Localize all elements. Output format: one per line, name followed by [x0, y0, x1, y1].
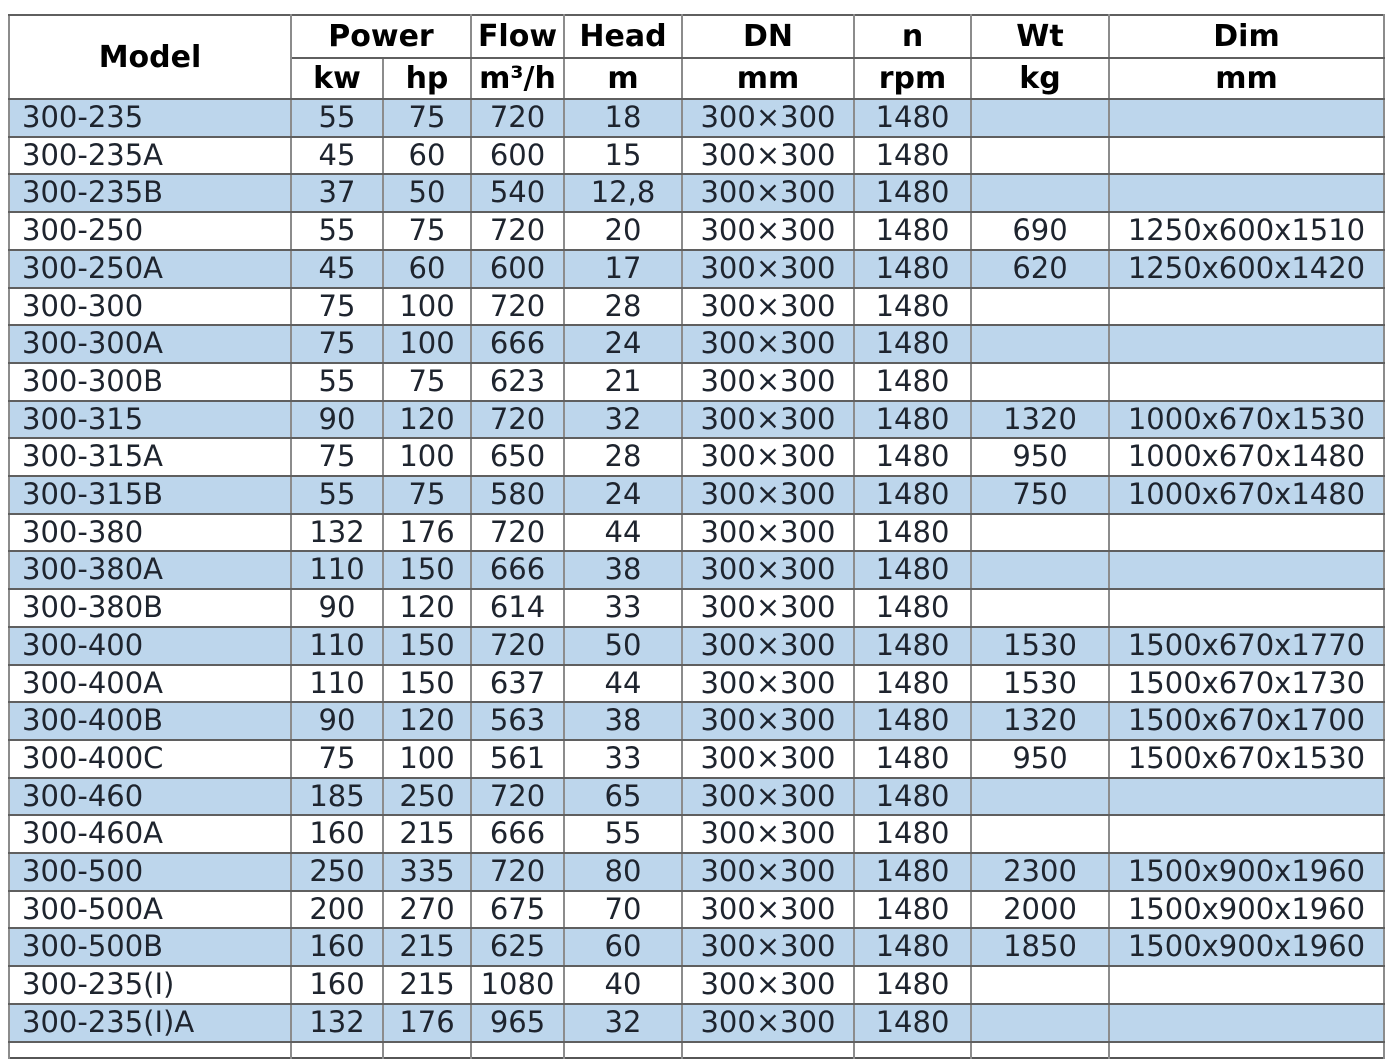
cell-kw: 200	[291, 891, 383, 929]
cell-kw: 55	[291, 363, 383, 401]
table-row	[9, 891, 1384, 929]
cell-hp: 250	[383, 778, 471, 816]
cell-n: 1480	[854, 891, 971, 929]
cell-wt: 2000	[971, 891, 1109, 929]
cell-dim: 1500x670x1770	[1109, 627, 1384, 665]
cell-model: 300-400	[9, 627, 291, 665]
header-unit-n: rpm	[854, 58, 971, 99]
header-dn: DN	[682, 15, 854, 58]
cell-n: 1480	[854, 325, 971, 363]
cell-dim: 1500x900x1960	[1109, 891, 1384, 929]
cell-hp: 50	[383, 174, 471, 212]
cell-hp: 120	[383, 589, 471, 627]
cell-model: 300-500A	[9, 891, 291, 929]
table-row	[9, 966, 1384, 1004]
cell-flow: 666	[471, 815, 564, 853]
table-row	[9, 212, 1384, 250]
cell-n: 1480	[854, 438, 971, 476]
cell-model: 300-235(I)A	[9, 1004, 291, 1042]
cell-kw-empty	[291, 1042, 383, 1058]
table-row	[9, 1004, 1384, 1042]
cell-wt	[971, 1004, 1109, 1042]
cell-head: 55	[564, 815, 682, 853]
table-row	[9, 363, 1384, 401]
cell-model: 300-315A	[9, 438, 291, 476]
cell-head: 12,8	[564, 174, 682, 212]
cell-dn: 300×300	[682, 250, 854, 288]
cell-wt: 690	[971, 212, 1109, 250]
cell-kw: 132	[291, 1004, 383, 1042]
table-row	[9, 325, 1384, 363]
cell-head: 60	[564, 928, 682, 966]
cell-hp: 270	[383, 891, 471, 929]
cell-wt: 2300	[971, 853, 1109, 891]
header-unit-dim: mm	[1109, 58, 1384, 99]
cell-wt	[971, 514, 1109, 552]
header-unit-head: m	[564, 58, 682, 99]
cell-head: 20	[564, 212, 682, 250]
cell-dn: 300×300	[682, 966, 854, 1004]
cell-dn: 300×300	[682, 551, 854, 589]
cell-model: 300-315	[9, 401, 291, 439]
cell-dim	[1109, 1004, 1384, 1042]
cell-model: 300-460A	[9, 815, 291, 853]
cell-wt: 620	[971, 250, 1109, 288]
header-model: Model	[9, 15, 291, 99]
cell-model: 300-315B	[9, 476, 291, 514]
cell-hp: 120	[383, 401, 471, 439]
cell-dim	[1109, 137, 1384, 175]
cell-model: 300-400A	[9, 665, 291, 703]
cell-head: 38	[564, 551, 682, 589]
cell-flow: 720	[471, 853, 564, 891]
cell-dim	[1109, 288, 1384, 326]
cell-dn: 300×300	[682, 438, 854, 476]
cell-dn: 300×300	[682, 928, 854, 966]
cell-head: 65	[564, 778, 682, 816]
cell-hp: 100	[383, 438, 471, 476]
cell-wt: 1850	[971, 928, 1109, 966]
cell-hp: 176	[383, 1004, 471, 1042]
cell-head: 15	[564, 137, 682, 175]
cell-dim	[1109, 363, 1384, 401]
cell-wt	[971, 966, 1109, 1004]
cell-kw: 55	[291, 99, 383, 137]
cell-hp: 75	[383, 99, 471, 137]
cell-model: 300-380A	[9, 551, 291, 589]
cell-head: 24	[564, 476, 682, 514]
cell-flow: 614	[471, 589, 564, 627]
cell-flow: 637	[471, 665, 564, 703]
cell-kw: 90	[291, 702, 383, 740]
cell-model: 300-460	[9, 778, 291, 816]
table-row	[9, 778, 1384, 816]
table-row	[9, 99, 1384, 137]
cell-head: 50	[564, 627, 682, 665]
cell-n: 1480	[854, 740, 971, 778]
cell-wt	[971, 551, 1109, 589]
cell-hp: 60	[383, 137, 471, 175]
table-header	[9, 15, 1384, 99]
cell-n: 1480	[854, 589, 971, 627]
cell-kw: 160	[291, 966, 383, 1004]
cell-hp: 75	[383, 363, 471, 401]
cell-head: 44	[564, 514, 682, 552]
cell-head: 17	[564, 250, 682, 288]
cell-model: 300-500B	[9, 928, 291, 966]
cell-wt	[971, 174, 1109, 212]
cell-n: 1480	[854, 928, 971, 966]
cell-model-empty	[9, 1042, 291, 1058]
cell-dn-empty	[682, 1042, 854, 1058]
header-unit-wt: kg	[971, 58, 1109, 99]
cell-hp: 150	[383, 665, 471, 703]
cell-n: 1480	[854, 212, 971, 250]
cell-n: 1480	[854, 250, 971, 288]
cell-hp: 75	[383, 212, 471, 250]
cell-wt-empty	[971, 1042, 1109, 1058]
cell-model: 300-235	[9, 99, 291, 137]
cell-n: 1480	[854, 99, 971, 137]
cell-dn: 300×300	[682, 589, 854, 627]
cell-dim: 1500x900x1960	[1109, 853, 1384, 891]
cell-kw: 110	[291, 627, 383, 665]
cell-n: 1480	[854, 288, 971, 326]
cell-model: 300-380	[9, 514, 291, 552]
table-row	[9, 401, 1384, 439]
cell-hp: 335	[383, 853, 471, 891]
pump-spec-table-container	[8, 14, 1385, 1059]
cell-kw: 110	[291, 665, 383, 703]
cell-flow: 1080	[471, 966, 564, 1004]
cell-model: 300-400C	[9, 740, 291, 778]
cell-hp: 150	[383, 627, 471, 665]
cell-n: 1480	[854, 815, 971, 853]
cell-kw: 160	[291, 928, 383, 966]
cell-flow: 720	[471, 99, 564, 137]
cell-head: 44	[564, 665, 682, 703]
cell-n-empty	[854, 1042, 971, 1058]
header-unit-dn: mm	[682, 58, 854, 99]
cell-dn: 300×300	[682, 627, 854, 665]
cell-hp: 215	[383, 966, 471, 1004]
table-row	[9, 815, 1384, 853]
cell-flow: 666	[471, 551, 564, 589]
cell-kw: 75	[291, 438, 383, 476]
cell-kw: 90	[291, 589, 383, 627]
cell-kw: 75	[291, 288, 383, 326]
table-row	[9, 589, 1384, 627]
cell-dn: 300×300	[682, 212, 854, 250]
header-row-labels	[9, 15, 1384, 58]
cell-dn: 300×300	[682, 665, 854, 703]
header-power: Power	[291, 15, 471, 58]
cell-flow: 561	[471, 740, 564, 778]
cell-n: 1480	[854, 174, 971, 212]
cell-flow: 650	[471, 438, 564, 476]
cell-n: 1480	[854, 363, 971, 401]
cell-kw: 132	[291, 514, 383, 552]
cell-flow: 720	[471, 627, 564, 665]
cell-head: 40	[564, 966, 682, 1004]
cell-dn: 300×300	[682, 853, 854, 891]
cell-n: 1480	[854, 966, 971, 1004]
table-row	[9, 514, 1384, 552]
cell-hp-empty	[383, 1042, 471, 1058]
cell-dn: 300×300	[682, 99, 854, 137]
table-row	[9, 665, 1384, 703]
table-row	[9, 702, 1384, 740]
cell-hp: 215	[383, 928, 471, 966]
cell-flow: 720	[471, 778, 564, 816]
cell-flow: 720	[471, 288, 564, 326]
cell-head: 80	[564, 853, 682, 891]
cell-dim: 1000x670x1480	[1109, 438, 1384, 476]
cell-kw: 160	[291, 815, 383, 853]
cell-flow: 580	[471, 476, 564, 514]
cell-head-empty	[564, 1042, 682, 1058]
cell-kw: 75	[291, 325, 383, 363]
cell-head: 38	[564, 702, 682, 740]
cell-kw: 45	[291, 137, 383, 175]
cell-model: 300-235A	[9, 137, 291, 175]
table-row	[9, 288, 1384, 326]
table-row	[9, 438, 1384, 476]
cell-flow: 600	[471, 250, 564, 288]
cell-kw: 55	[291, 212, 383, 250]
cell-dim	[1109, 551, 1384, 589]
cell-flow: 720	[471, 514, 564, 552]
cell-dim	[1109, 325, 1384, 363]
cell-dn: 300×300	[682, 137, 854, 175]
cell-dim: 1500x670x1730	[1109, 665, 1384, 703]
cell-dim	[1109, 778, 1384, 816]
table-row	[9, 174, 1384, 212]
cell-dn: 300×300	[682, 476, 854, 514]
cell-kw: 185	[291, 778, 383, 816]
cell-kw: 90	[291, 401, 383, 439]
cell-wt	[971, 325, 1109, 363]
cell-n: 1480	[854, 1004, 971, 1042]
cell-n: 1480	[854, 476, 971, 514]
cell-head: 70	[564, 891, 682, 929]
cell-wt: 1530	[971, 627, 1109, 665]
table-body	[9, 99, 1384, 1058]
cell-head: 33	[564, 740, 682, 778]
cell-head: 32	[564, 1004, 682, 1042]
table-row	[9, 250, 1384, 288]
cell-head: 21	[564, 363, 682, 401]
cell-model: 300-250A	[9, 250, 291, 288]
cell-dn: 300×300	[682, 1004, 854, 1042]
cell-model: 300-380B	[9, 589, 291, 627]
cell-hp: 100	[383, 325, 471, 363]
table-row	[9, 740, 1384, 778]
cell-wt: 950	[971, 740, 1109, 778]
cell-n: 1480	[854, 778, 971, 816]
cell-model: 300-500	[9, 853, 291, 891]
cell-dim	[1109, 99, 1384, 137]
cell-dn: 300×300	[682, 363, 854, 401]
cell-flow: 720	[471, 212, 564, 250]
table-row	[9, 551, 1384, 589]
cell-n: 1480	[854, 401, 971, 439]
cell-dim	[1109, 966, 1384, 1004]
cell-dim: 1250x600x1420	[1109, 250, 1384, 288]
table-row	[9, 627, 1384, 665]
header-wt: Wt	[971, 15, 1109, 58]
cell-flow: 623	[471, 363, 564, 401]
cell-dn: 300×300	[682, 325, 854, 363]
cell-dim: 1000x670x1530	[1109, 401, 1384, 439]
cell-dim: 1500x670x1530	[1109, 740, 1384, 778]
cell-flow: 600	[471, 137, 564, 175]
cell-head: 28	[564, 438, 682, 476]
cell-wt: 1320	[971, 401, 1109, 439]
cell-wt	[971, 778, 1109, 816]
cell-dn: 300×300	[682, 514, 854, 552]
header-head: Head	[564, 15, 682, 58]
cell-dn: 300×300	[682, 702, 854, 740]
cell-hp: 120	[383, 702, 471, 740]
cell-wt	[971, 815, 1109, 853]
cell-head: 24	[564, 325, 682, 363]
cell-hp: 215	[383, 815, 471, 853]
cell-dn: 300×300	[682, 740, 854, 778]
header-flow: Flow	[471, 15, 564, 58]
cell-wt	[971, 363, 1109, 401]
cell-flow: 625	[471, 928, 564, 966]
cell-kw: 110	[291, 551, 383, 589]
cell-hp: 100	[383, 740, 471, 778]
cell-hp: 150	[383, 551, 471, 589]
cell-hp: 176	[383, 514, 471, 552]
cell-dn: 300×300	[682, 288, 854, 326]
cell-kw: 250	[291, 853, 383, 891]
header-unit-flow: m³/h	[471, 58, 564, 99]
cell-wt	[971, 288, 1109, 326]
cell-hp: 100	[383, 288, 471, 326]
table-row	[9, 476, 1384, 514]
cell-dim	[1109, 815, 1384, 853]
cell-n: 1480	[854, 702, 971, 740]
cell-flow: 666	[471, 325, 564, 363]
cell-kw: 37	[291, 174, 383, 212]
cell-n: 1480	[854, 665, 971, 703]
cell-flow: 965	[471, 1004, 564, 1042]
table-row	[9, 853, 1384, 891]
cell-wt	[971, 137, 1109, 175]
table-row-partial	[9, 1042, 1384, 1058]
cell-wt: 950	[971, 438, 1109, 476]
cell-head: 33	[564, 589, 682, 627]
cell-model: 300-400B	[9, 702, 291, 740]
cell-kw: 45	[291, 250, 383, 288]
cell-hp: 60	[383, 250, 471, 288]
cell-wt	[971, 589, 1109, 627]
cell-head: 32	[564, 401, 682, 439]
cell-model: 300-235B	[9, 174, 291, 212]
cell-head: 18	[564, 99, 682, 137]
cell-dim: 1500x900x1960	[1109, 928, 1384, 966]
cell-model: 300-300	[9, 288, 291, 326]
cell-kw: 75	[291, 740, 383, 778]
cell-dn: 300×300	[682, 891, 854, 929]
cell-model: 300-300A	[9, 325, 291, 363]
cell-kw: 55	[291, 476, 383, 514]
cell-wt: 1530	[971, 665, 1109, 703]
cell-model: 300-235(I)	[9, 966, 291, 1004]
header-n: n	[854, 15, 971, 58]
cell-wt: 1320	[971, 702, 1109, 740]
cell-dim-empty	[1109, 1042, 1384, 1058]
cell-dim: 1250x600x1510	[1109, 212, 1384, 250]
cell-wt: 750	[971, 476, 1109, 514]
cell-n: 1480	[854, 853, 971, 891]
cell-dn: 300×300	[682, 174, 854, 212]
pump-spec-table	[8, 14, 1385, 1059]
cell-flow: 720	[471, 401, 564, 439]
cell-dim: 1000x670x1480	[1109, 476, 1384, 514]
table-row	[9, 137, 1384, 175]
cell-wt	[971, 99, 1109, 137]
cell-n: 1480	[854, 137, 971, 175]
cell-dim	[1109, 514, 1384, 552]
cell-hp: 75	[383, 476, 471, 514]
header-unit-hp: hp	[383, 58, 471, 99]
cell-dn: 300×300	[682, 815, 854, 853]
cell-n: 1480	[854, 627, 971, 665]
header-dim: Dim	[1109, 15, 1384, 58]
cell-model: 300-300B	[9, 363, 291, 401]
cell-dn: 300×300	[682, 778, 854, 816]
cell-flow-empty	[471, 1042, 564, 1058]
cell-dim	[1109, 174, 1384, 212]
cell-dim	[1109, 589, 1384, 627]
cell-head: 28	[564, 288, 682, 326]
cell-flow: 540	[471, 174, 564, 212]
cell-n: 1480	[854, 551, 971, 589]
cell-dim: 1500x670x1700	[1109, 702, 1384, 740]
cell-dn: 300×300	[682, 401, 854, 439]
cell-flow: 563	[471, 702, 564, 740]
cell-n: 1480	[854, 514, 971, 552]
table-row	[9, 928, 1384, 966]
header-unit-kw: kw	[291, 58, 383, 99]
cell-model: 300-250	[9, 212, 291, 250]
cell-flow: 675	[471, 891, 564, 929]
